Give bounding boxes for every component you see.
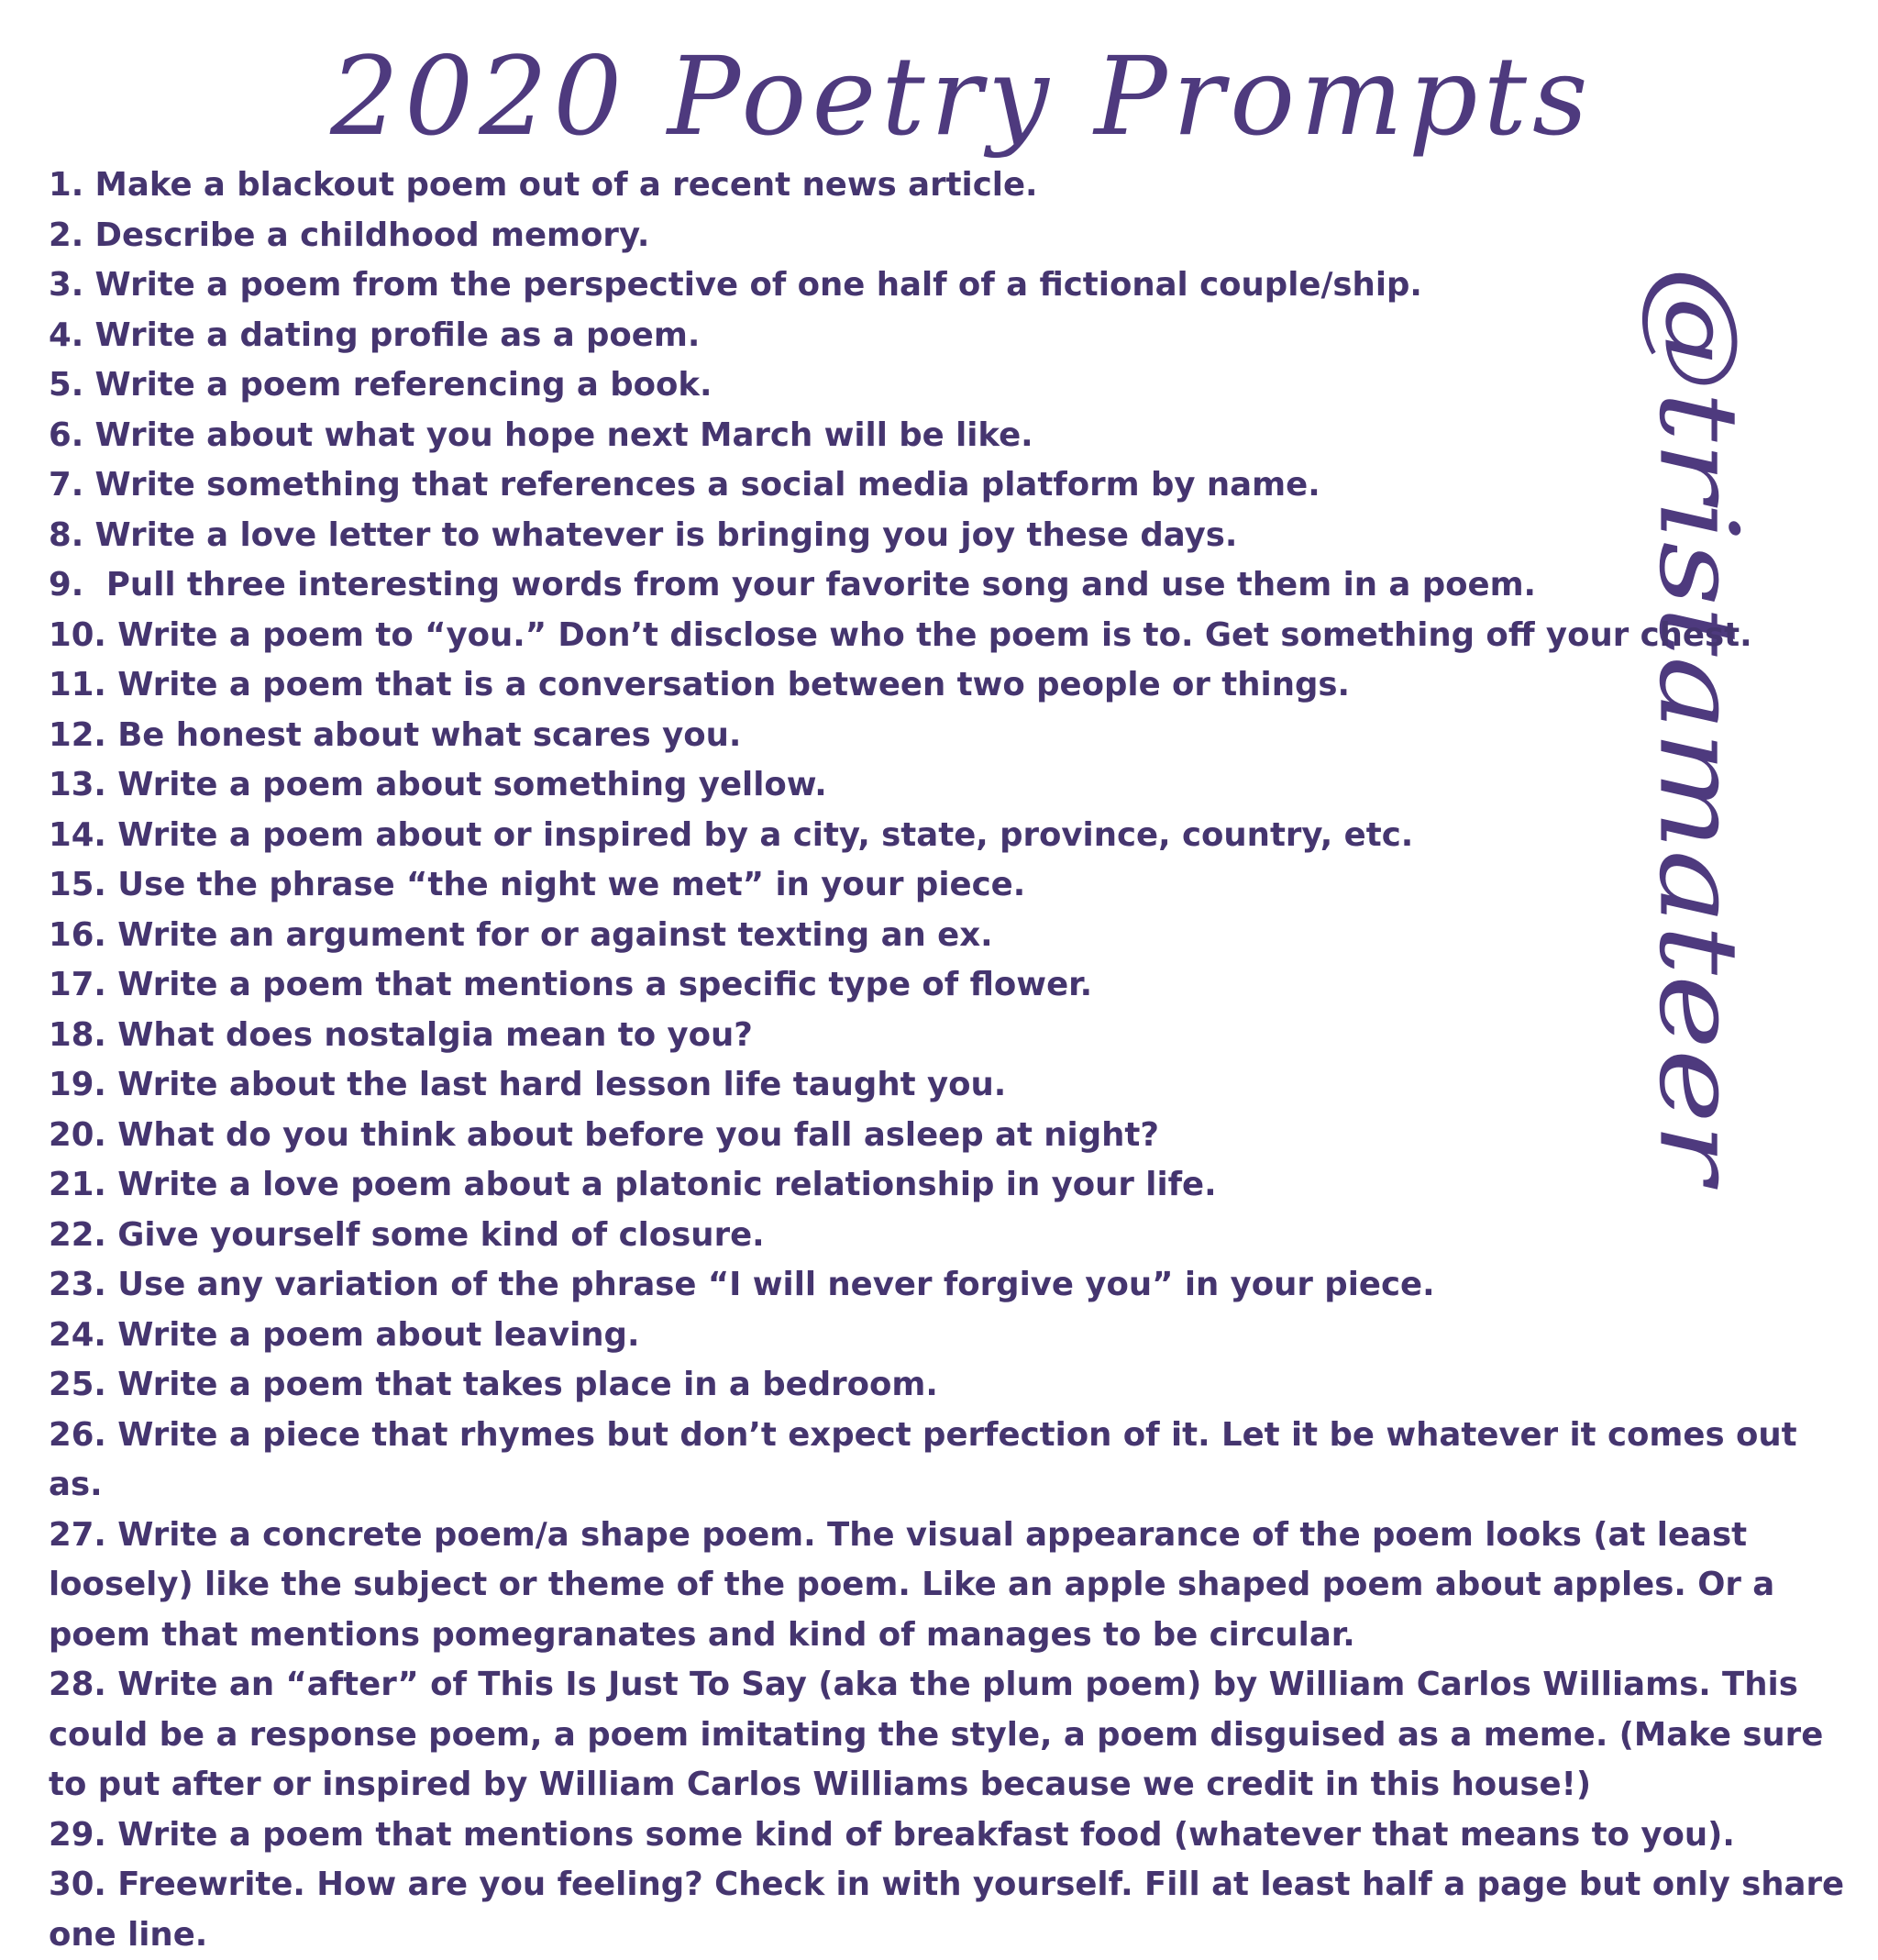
- page-title: 2020 Poetry Prompts: [330, 33, 1594, 160]
- prompt-item: 26. Write a piece that rhymes but don’t expect perfection of it. Let it be whatever it comes out as.: [49, 1415, 1808, 1503]
- prompt-item: 27. Write a concrete poem/a shape poem. The visual appearance of the poem looks (at least loosely) like the subject or theme of the poem. Like an apple shaped poem about apples. Or a poem that mentions pomegranates and kind of manages to be circular.: [49, 1515, 1786, 1654]
- prompt-item: 23. Use any variation of the phrase “I will never forgive you” in your piece.: [49, 1266, 1435, 1303]
- prompt-item: 25. Write a poem that takes place in a bedroom.: [49, 1366, 938, 1403]
- prompt-item: 12. Be honest about what scares you.: [49, 715, 742, 754]
- prompt-item: 14. Write a poem about or inspired by a city, state, province, country, etc.: [49, 815, 1414, 854]
- prompt-item: 9. Pull three interesting words from your favorite song and use them in a poem.: [49, 566, 1537, 604]
- prompt-item: 18. What does nostalgia mean to you?: [49, 1015, 753, 1054]
- prompt-item: 11. Write a poem that is a conversation between two people or things.: [49, 666, 1350, 703]
- prompt-item: 16. Write an argument for or against texting an ex.: [49, 915, 993, 954]
- prompt-item: 24. Write a poem about leaving.: [49, 1315, 640, 1354]
- prompt-item: 13. Write a poem about something yellow.: [49, 766, 827, 803]
- prompt-item: 2. Describe a childhood memory.: [49, 216, 650, 254]
- prompt-item: 30. Freewrite. How are you feeling? Check in with yourself. Fill at least half a page but only share one line.: [49, 1866, 1856, 1954]
- prompt-item: 1. Make a blackout poem out of a recent news article.: [49, 166, 1038, 204]
- prompt-item: 6. Write about what you hope next March will be like.: [49, 415, 1033, 454]
- prompt-list: [49, 161, 1855, 1960]
- prompt-item: 20. What do you think about before you fall asleep at night?: [49, 1115, 1159, 1154]
- prompt-item: 3. Write a poem from the perspective of one half of a fictional couple/ship.: [49, 266, 1422, 304]
- prompt-item: 17. Write a poem that mentions a specific type of flower.: [49, 966, 1093, 1003]
- prompt-item: 4. Write a dating profile as a poem.: [49, 316, 701, 354]
- prompt-item: 19. Write about the last hard lesson life taught you.: [49, 1066, 1007, 1103]
- prompt-item: 15. Use the phrase “the night we met” in your piece.: [49, 866, 1026, 903]
- prompt-item: 5. Write a poem referencing a book.: [49, 366, 713, 404]
- prompt-item: 28. Write an “after” of This Is Just To Say (aka the plum poem) by William Carlos Williams. This could be a response poem, a poem imitating the style, a poem disguised as a meme. (Make sure to put after or inspired by William Carlos Williams because we credit in this house!): [49, 1666, 1835, 1803]
- prompt-item: 10. Write a poem to “you.” Don’t disclose who the poem is to. Get something off your chest.: [49, 615, 1752, 654]
- prompt-item: 8. Write a love letter to whatever is bringing you joy these days.: [49, 515, 1238, 554]
- prompt-item: 21. Write a love poem about a platonic relationship in your life.: [49, 1166, 1217, 1203]
- prompt-item: 29. Write a poem that mentions some kind of breakfast food (whatever that means to you).: [49, 1815, 1735, 1854]
- author-handle-text: @tristamateer: [1635, 266, 1762, 1058]
- prompt-item: 7. Write something that references a social media platform by name.: [49, 466, 1320, 504]
- prompt-item: 22. Give yourself some kind of closure.: [49, 1215, 765, 1254]
